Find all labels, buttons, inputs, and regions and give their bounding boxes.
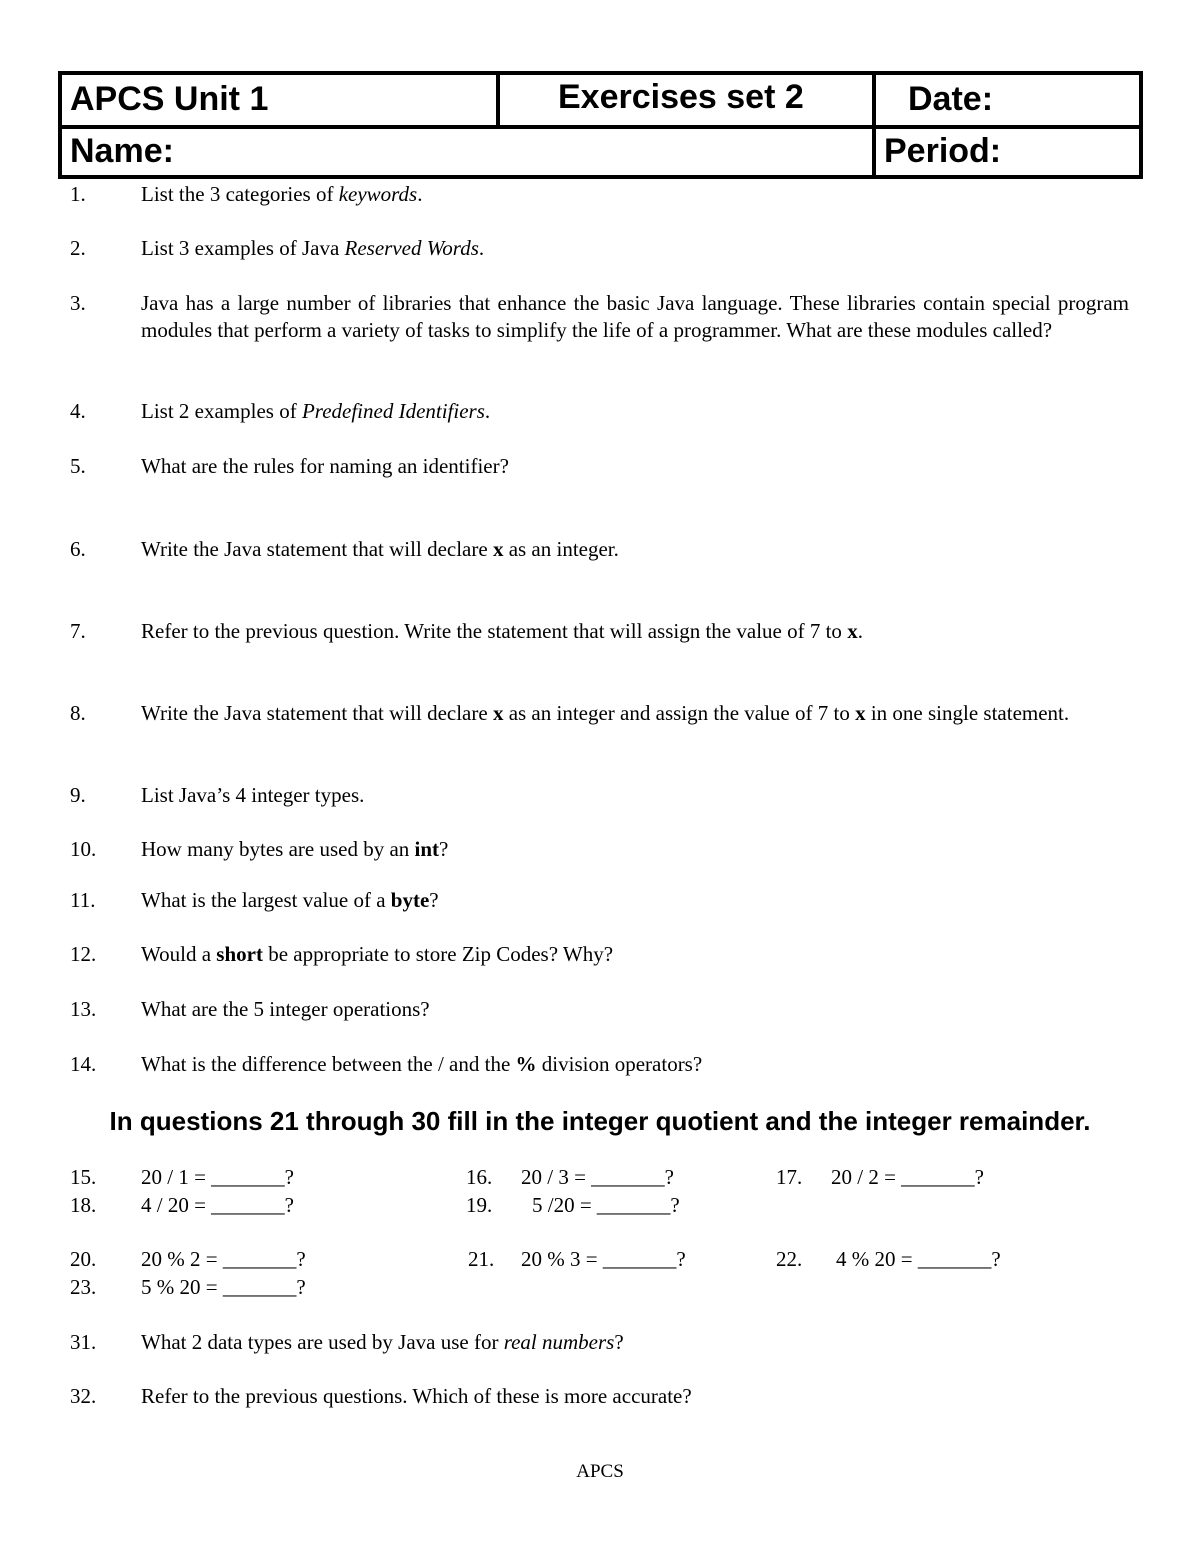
fill-item-number: 22. xyxy=(776,1247,803,1271)
question-text xyxy=(141,941,1129,968)
fill-item-number: 20. xyxy=(70,1247,97,1271)
text-run: What is the largest value of a xyxy=(141,888,391,912)
text-run: Refer to the previous questions. Which of these is more accurate? xyxy=(141,1384,692,1408)
fill-item-expression: 20 % 2 = _______? xyxy=(141,1247,306,1271)
question-number: 6. xyxy=(70,537,86,561)
text-run: be appropriate to store Zip Codes? Why? xyxy=(262,942,614,966)
question-number: 2. xyxy=(70,236,86,260)
text-run: division operators? xyxy=(536,1052,703,1076)
fill-item-number: 23. xyxy=(70,1275,97,1299)
fill-item-number: 15. xyxy=(70,1165,97,1189)
bold-term: x xyxy=(492,701,504,725)
fill-item-expression: 5 /20 = _______? xyxy=(532,1193,680,1217)
question-text xyxy=(141,536,1129,563)
text-run: ? xyxy=(614,1330,624,1354)
question-number: 12. xyxy=(70,942,97,966)
question-number: 7. xyxy=(70,619,86,643)
bold-term: x xyxy=(492,537,504,561)
question-number: 31. xyxy=(70,1330,97,1354)
bold-term: byte xyxy=(390,888,430,912)
text-run: Write the Java statement that will declare xyxy=(141,537,493,561)
question-text xyxy=(141,181,1129,208)
question-text xyxy=(141,290,1129,344)
fill-item-number: 16. xyxy=(466,1165,493,1189)
text-run: List the 3 categories of xyxy=(141,182,339,206)
fill-item-number: 18. xyxy=(70,1193,97,1217)
fill-item-expression: 20 / 1 = _______? xyxy=(141,1165,294,1189)
italic-term: Predefined Identifiers xyxy=(301,399,485,423)
question-text xyxy=(141,235,1129,262)
text-run: List 3 examples of Java xyxy=(141,236,345,260)
bold-term: x xyxy=(855,701,866,725)
question-number: 1. xyxy=(70,182,86,206)
italic-term: Reserved Words xyxy=(344,236,479,260)
header-divider-vertical-2 xyxy=(872,75,876,175)
text-run: Would a xyxy=(141,942,217,966)
page-footer: APCS xyxy=(576,1461,624,1482)
exercise-set-title: Exercises set 2 xyxy=(558,78,804,116)
italic-term: real numbers xyxy=(503,1330,615,1354)
text-run: What are the 5 integer operations? xyxy=(141,997,430,1021)
fill-item-expression: 20 / 3 = _______? xyxy=(521,1165,674,1189)
fill-in-instruction: In questions 21 through 30 fill in the integer quotient and the integer remainder. xyxy=(109,1106,1091,1136)
text-run: Refer to the previous question. Write the statement that will assign the value of 7 to xyxy=(141,619,848,643)
text-run: . xyxy=(857,619,863,643)
text-run: List Java’s 4 integer types. xyxy=(141,783,365,807)
text-run: in one single statement. xyxy=(865,701,1070,725)
text-run: . xyxy=(484,399,491,423)
header-divider-vertical-1 xyxy=(496,75,500,125)
date-label: Date: xyxy=(908,80,994,118)
period-label: Period: xyxy=(884,132,1002,170)
question-text xyxy=(141,453,1129,480)
question-number: 3. xyxy=(70,291,86,315)
question-number: 13. xyxy=(70,997,97,1021)
text-run: Write the Java statement that will declare xyxy=(141,701,493,725)
fill-item-number: 17. xyxy=(776,1165,803,1189)
italic-term: keywords xyxy=(338,182,418,206)
text-run: What is the difference between the / and the xyxy=(141,1052,516,1076)
question-number: 5. xyxy=(70,454,86,478)
question-text xyxy=(141,782,1129,809)
fill-item-expression: 20 % 3 = _______? xyxy=(521,1247,686,1271)
text-run: ? xyxy=(429,888,439,912)
question-number: 11. xyxy=(70,888,96,912)
bold-term: % xyxy=(515,1052,537,1076)
question-text xyxy=(141,1329,1129,1356)
question-text xyxy=(141,1051,1129,1078)
text-run: as an integer and assign the value of 7 to xyxy=(503,701,856,725)
text-run: List 2 examples of xyxy=(141,399,302,423)
bold-term: short xyxy=(216,942,263,966)
question-number: 32. xyxy=(70,1384,97,1408)
question-text xyxy=(141,887,1129,914)
bold-term: x xyxy=(847,619,858,643)
fill-item-expression: 4 % 20 = _______? xyxy=(836,1247,1001,1271)
question-text xyxy=(141,836,1129,863)
question-text xyxy=(141,398,1129,425)
text-run: . xyxy=(478,236,485,260)
question-number: 10. xyxy=(70,837,97,861)
question-text xyxy=(141,700,1129,727)
question-text xyxy=(141,1383,1129,1410)
bold-term: int xyxy=(414,837,440,861)
unit-title: APCS Unit 1 xyxy=(70,80,269,118)
fill-item-number: 19. xyxy=(466,1193,493,1217)
fill-item-expression: 5 % 20 = _______? xyxy=(141,1275,306,1299)
text-run: as an integer. xyxy=(503,537,619,561)
text-run: . xyxy=(417,182,423,206)
fill-item-expression: 20 / 2 = _______? xyxy=(831,1165,984,1189)
question-text xyxy=(141,618,1129,645)
text-run: What are the rules for naming an identifier? xyxy=(141,454,509,478)
header-table xyxy=(58,71,1143,179)
question-text xyxy=(141,996,1129,1023)
question-number: 8. xyxy=(70,701,86,725)
text-run: How many bytes are used by an xyxy=(141,837,415,861)
text-run: What 2 data types are used by Java use for xyxy=(141,1330,504,1354)
fill-item-expression: 4 / 20 = _______? xyxy=(141,1193,294,1217)
text-run: Java has a large number of libraries that enhance the basic Java language. These libraries contain special program modules that perform a variety of tasks to simplify the life of a programmer. What are these modules called? xyxy=(141,291,1129,342)
text-run: ? xyxy=(439,837,449,861)
fill-item-number: 21. xyxy=(468,1247,495,1271)
name-label: Name: xyxy=(70,132,174,170)
question-number: 14. xyxy=(70,1052,97,1076)
question-number: 4. xyxy=(70,399,86,423)
question-number: 9. xyxy=(70,783,86,807)
